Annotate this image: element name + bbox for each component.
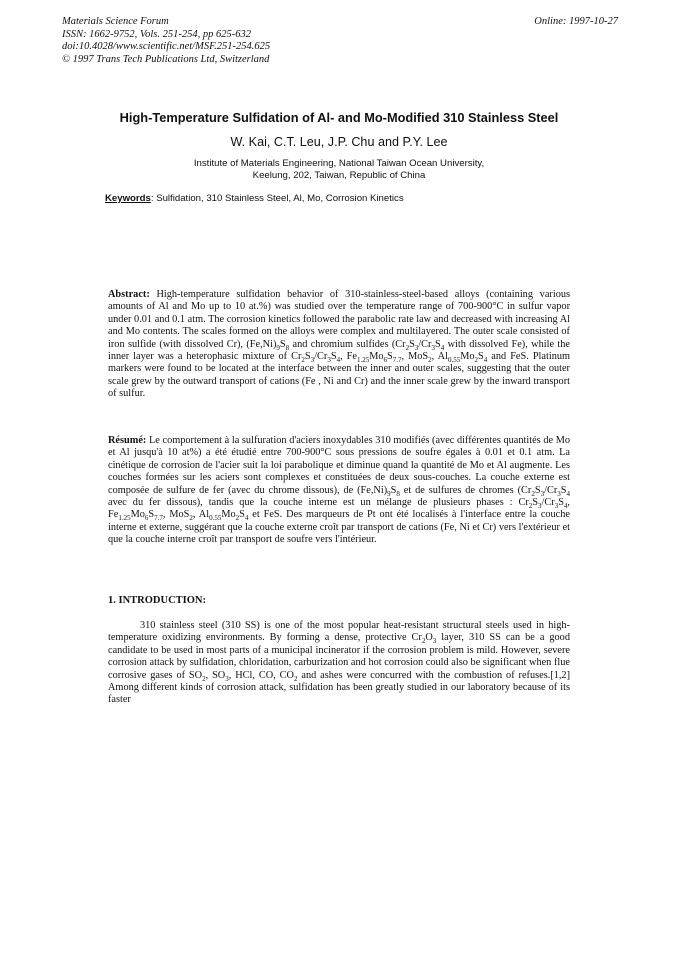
subscript: 1.25: [356, 356, 370, 365]
section-heading-introduction: 1. INTRODUCTION:: [108, 595, 207, 606]
subscript: 2: [421, 637, 426, 646]
resume-text: Mo: [221, 509, 236, 521]
resume-text: S: [390, 484, 397, 496]
resume-text: S: [239, 509, 245, 521]
abstract-text: High-temperature sulfidation behavior of 310-stainless-steel-based alloys (containing various amounts of Al and Mo up to 10 at.%) was studied over the temperature range of 700-900°C in sulfur vapor under 0.01 and 0.1 atm. The corrosion kinetics followed the parabolic rate law and decreased with increasing Al and Mo contents. The scales formed on the alloys were complex and multilayered. The outer scale consisted of iron sulfide (with dissolved Cr), (Fe,Ni): [108, 289, 570, 350]
keywords-label: Keywords: [105, 193, 151, 204]
subscript: 2: [428, 356, 432, 365]
resume-text: /Cr: [544, 484, 558, 496]
subscript: 8: [396, 489, 400, 498]
subscript: 3: [432, 637, 437, 646]
subscript: 2: [189, 514, 193, 523]
running-header: [62, 16, 618, 66]
abstract-text: , MoS: [401, 351, 429, 363]
resume-text: , Fe: [108, 497, 570, 521]
intro-text: and ashes were concurred with the combustion of refuses.[1,2] Among different kinds of corrosion attack, sulfidation has been greatly studied in our laboratory because of its faster: [108, 669, 571, 706]
resume-text: Le comportement à la sulfuration d'aciers inoxydables 310 modifiés (avec différentes quantités de Mo et Al jusqu'à 10 at%) a été étudié entre 700-900°C sous pressions de soufre égales à 0.01 et 0.1 atm. La cinétique de corrosion de l'acier suit la loi parabolique et diminue quand la quantité de Mo et Al augmente. Les couches formées sur les aciers sont complexes et constituées de deux sous-couches. La couche externe est composée de sulfure de fer (avec du chrome dissous), de (Fe,Ni): [108, 435, 570, 496]
subscript: 3: [557, 489, 561, 498]
keywords: [105, 193, 404, 204]
subscript: 1.25: [118, 514, 131, 523]
resume-label: Résumé:: [108, 435, 147, 446]
intro-text: layer, 310 SS can be a good candidate to be used in most parts of a municipal incinerator if the corrosion problem is mild. However, severe corrosion attack by sulfidation, chloridation, carburization and hot corrosion could also be significant when flue corrosive gases of SO: [108, 632, 570, 681]
subscript: 3: [540, 489, 545, 498]
subscript: 9: [387, 489, 391, 498]
resume-text: S: [148, 509, 155, 521]
subscript: 2: [235, 514, 240, 523]
abstract-text: S: [304, 351, 311, 363]
abstract-text: , Fe: [340, 351, 357, 363]
subscript: 4: [566, 489, 570, 498]
issn-line: ISSN: 1662-9752, Vols. 251-254, pp 625-632: [62, 28, 251, 40]
doi-line[interactable]: doi:10.4028/www.scientific.net/MSF.251-254.625: [62, 41, 271, 52]
subscript: 4: [244, 514, 249, 523]
subscript: 4: [563, 502, 568, 511]
abstract-label: Abstract:: [108, 289, 150, 300]
subscript: 3: [554, 502, 559, 511]
abstract-text: and chromium sulfides (Cr: [289, 338, 406, 350]
resume-text: et de sulfures de chromes (Cr: [399, 484, 532, 496]
subscript: 4: [483, 356, 488, 365]
affiliation-line-1: Institute of Materials Engineering, National Taiwan Ocean University,: [193, 158, 485, 169]
resume-text: S: [534, 484, 541, 496]
subscript: 9: [276, 343, 280, 352]
subscript: 2: [474, 356, 479, 365]
intro-text: O: [425, 632, 433, 644]
resume-text: Mo: [130, 509, 145, 521]
subscript: 3: [414, 343, 419, 352]
subscript: 2: [528, 502, 533, 511]
abstract-text: /Cr: [418, 338, 432, 350]
subscript: 2: [301, 356, 305, 365]
copyright-line: © 1997 Trans Tech Publications Ltd, Switzerland: [62, 53, 270, 65]
subscript: 3: [538, 502, 542, 511]
subscript: 4: [440, 343, 445, 352]
resume-text: avec du fer dissous), tandis que la couche interne est un mélange de plusieurs phases : Cr: [108, 497, 529, 509]
introduction-paragraph: [108, 620, 570, 707]
subscript: 4: [336, 356, 341, 365]
abstract-text: S: [434, 338, 441, 350]
resume-paragraph: [108, 435, 570, 547]
subscript: 2: [202, 674, 206, 683]
abstract-text: S: [279, 338, 286, 350]
paper-title: High-Temperature Sulfidation of Al- and Mo-Modified 310 Stainless Steel: [119, 110, 559, 125]
resume-text: S: [560, 484, 567, 496]
subscript: 3: [327, 356, 331, 365]
abstract-text: , Al: [431, 351, 448, 363]
subscript: 3: [431, 343, 435, 352]
journal-name: Materials Science Forum: [62, 16, 169, 27]
resume-text: , MoS: [162, 509, 190, 521]
abstract-text: S: [478, 351, 484, 363]
subscript: 3: [225, 674, 229, 683]
abstract-text: Mo: [369, 351, 384, 363]
affiliation-line-2: Keelung, 202, Taiwan, Republic of China: [252, 170, 426, 181]
abstract-text: and FeS. Platinum markers were found to be located at the interface between the inner and outer scales, suggesting that the outer scale grew by the outward transport of cations (Fe , Ni and Cr) and the inner scale grew by the inward transport of sulfur.: [108, 351, 570, 400]
resume-text: et FeS. Des marqueurs de Pt ont été localisés à l'interface entre la couche interne et externe, suggérant que la couche externe croît par transport de cations (Fe, Ni et Cr) vers l'extérieur et que la couche interne croît par transport de soufre vers l'intérieur.: [108, 509, 570, 546]
abstract-text: S: [330, 351, 337, 363]
affiliation: [0, 158, 678, 182]
intro-text: 310 stainless steel (310 SS) is one of the most popular heat-resistant structural steels used in high-temperature oxidizing environments. By forming a dense, protective Cr: [108, 620, 570, 644]
online-date: Online: 1997-10-27: [534, 16, 618, 27]
subscript: 6: [383, 356, 388, 365]
keywords-text: : Sulfidation, 310 Stainless Steel, Al, Mo, Corrosion Kinetics: [150, 193, 404, 204]
abstract-text: S: [409, 338, 415, 350]
subscript: 7.7: [154, 514, 163, 523]
subscript: 2: [405, 343, 410, 352]
abstract-text: S: [387, 351, 393, 363]
abstract-text: Mo: [460, 351, 475, 363]
subscript: 8: [285, 343, 290, 352]
subscript: 2: [293, 674, 298, 683]
abstract-text: /Cr: [314, 351, 328, 363]
subscript: 0.55: [447, 356, 461, 365]
abstract-paragraph: [108, 289, 570, 401]
resume-text: S: [558, 497, 564, 509]
resume-text: S: [532, 497, 539, 509]
subscript: 2: [531, 489, 535, 498]
resume-text: /Cr: [541, 497, 555, 509]
resume-text: , Al: [192, 509, 210, 521]
subscript: 7.7: [392, 356, 402, 365]
intro-text: , HCl, CO, CO: [228, 669, 294, 681]
intro-text: , SO: [205, 669, 226, 681]
author-list: W. Kai, C.T. Leu, J.P. Chu and P.Y. Lee: [230, 135, 448, 149]
subscript: 3: [310, 356, 315, 365]
subscript: 6: [144, 514, 149, 523]
subscript: 0.55: [209, 514, 222, 523]
abstract-text: with dissolved Fe), while the inner layer was a heterophasic mixture of Cr: [108, 338, 570, 363]
